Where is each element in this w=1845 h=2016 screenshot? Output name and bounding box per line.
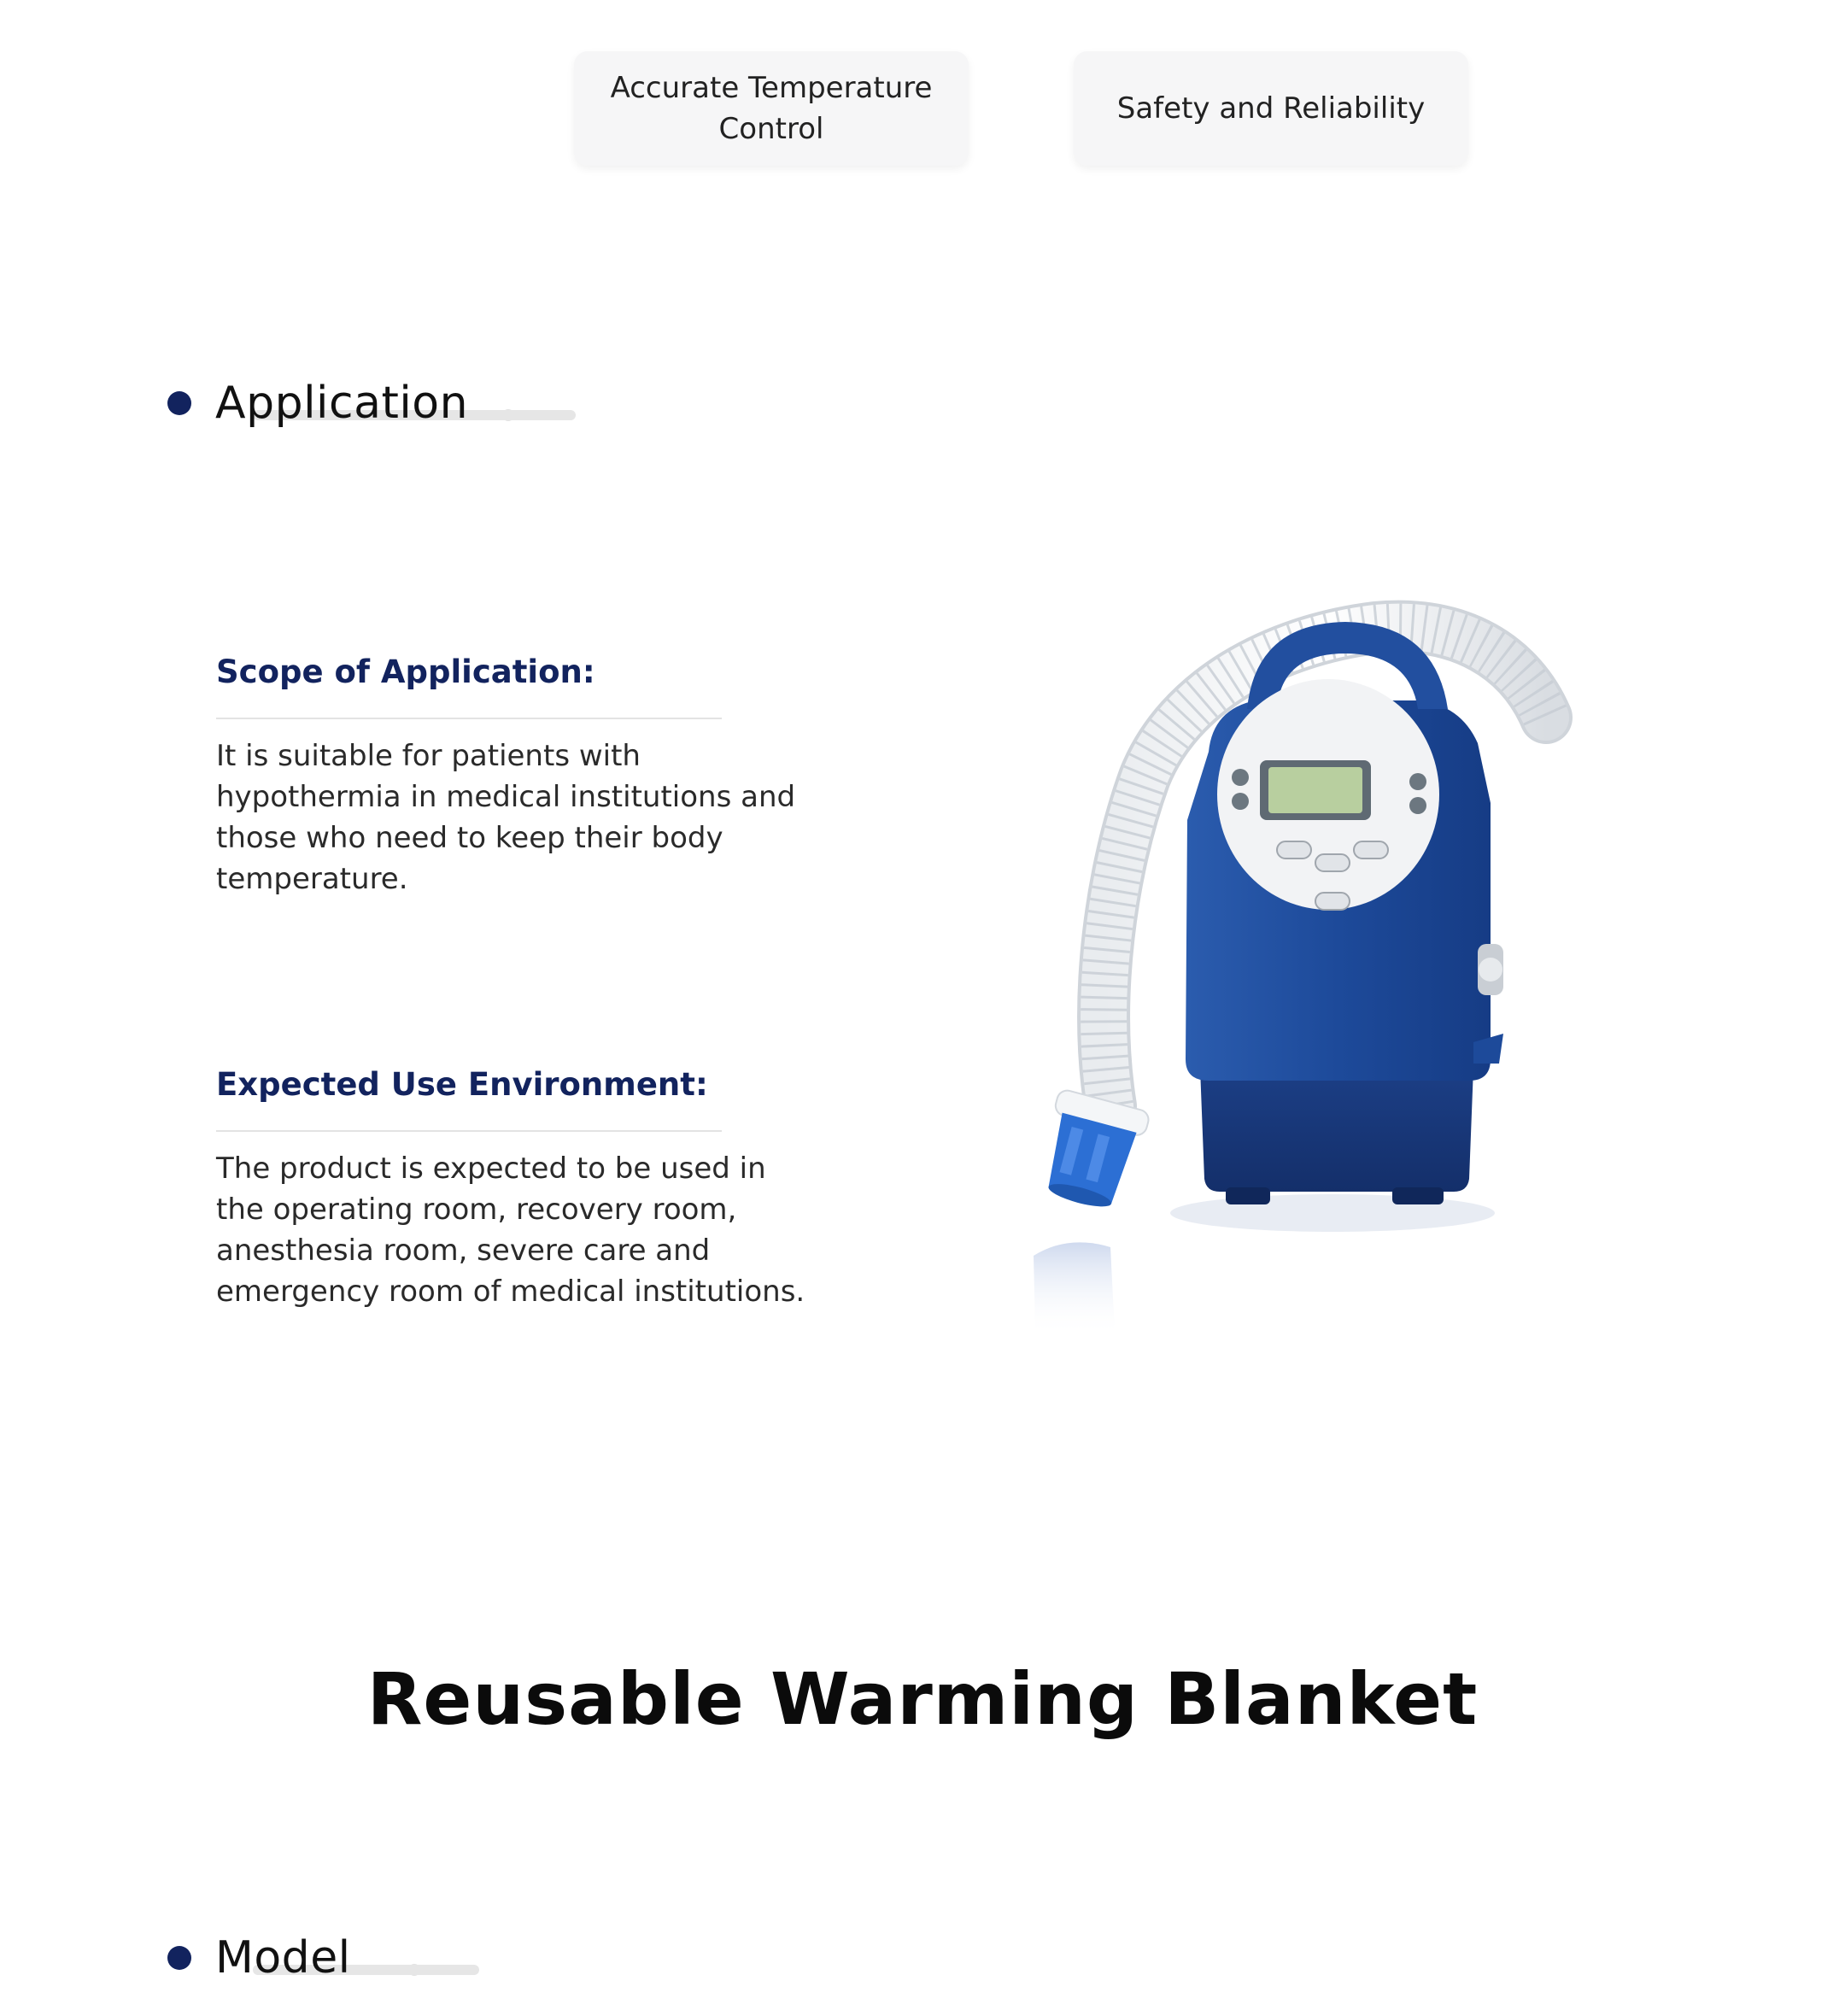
application-section-heading bbox=[167, 378, 468, 429]
heading-bullet-icon bbox=[167, 1946, 191, 1970]
model-heading-text: Model bbox=[215, 1932, 351, 1984]
feature-card-safety-reliability bbox=[1074, 51, 1468, 166]
scope-text: It is suitable for patients with hypothermia in medical institutions and those who need to keep their body temperature. bbox=[216, 739, 796, 896]
application-heading-text: Application bbox=[215, 378, 469, 429]
environment-text: The product is expected to be used in the operating room, recovery room, anesthesia room, severe care and emergency room of medical institutions. bbox=[216, 1152, 805, 1309]
scope-divider bbox=[216, 718, 722, 719]
environment-title: Expected Use Environment: bbox=[216, 1066, 708, 1103]
product-title: Reusable Warming Blanket bbox=[366, 1657, 1479, 1741]
feature-card-accurate-temperature bbox=[574, 51, 969, 166]
feature-card-label: Safety and Reliability bbox=[1116, 91, 1426, 126]
environment-divider bbox=[216, 1130, 722, 1132]
scope-title: Scope of Application: bbox=[216, 653, 595, 690]
model-section-heading bbox=[167, 1932, 351, 1984]
feature-card-label: Accurate Temperature Control bbox=[610, 71, 933, 146]
warming-device-image bbox=[1016, 598, 1614, 1375]
heading-bullet-icon bbox=[167, 391, 191, 415]
